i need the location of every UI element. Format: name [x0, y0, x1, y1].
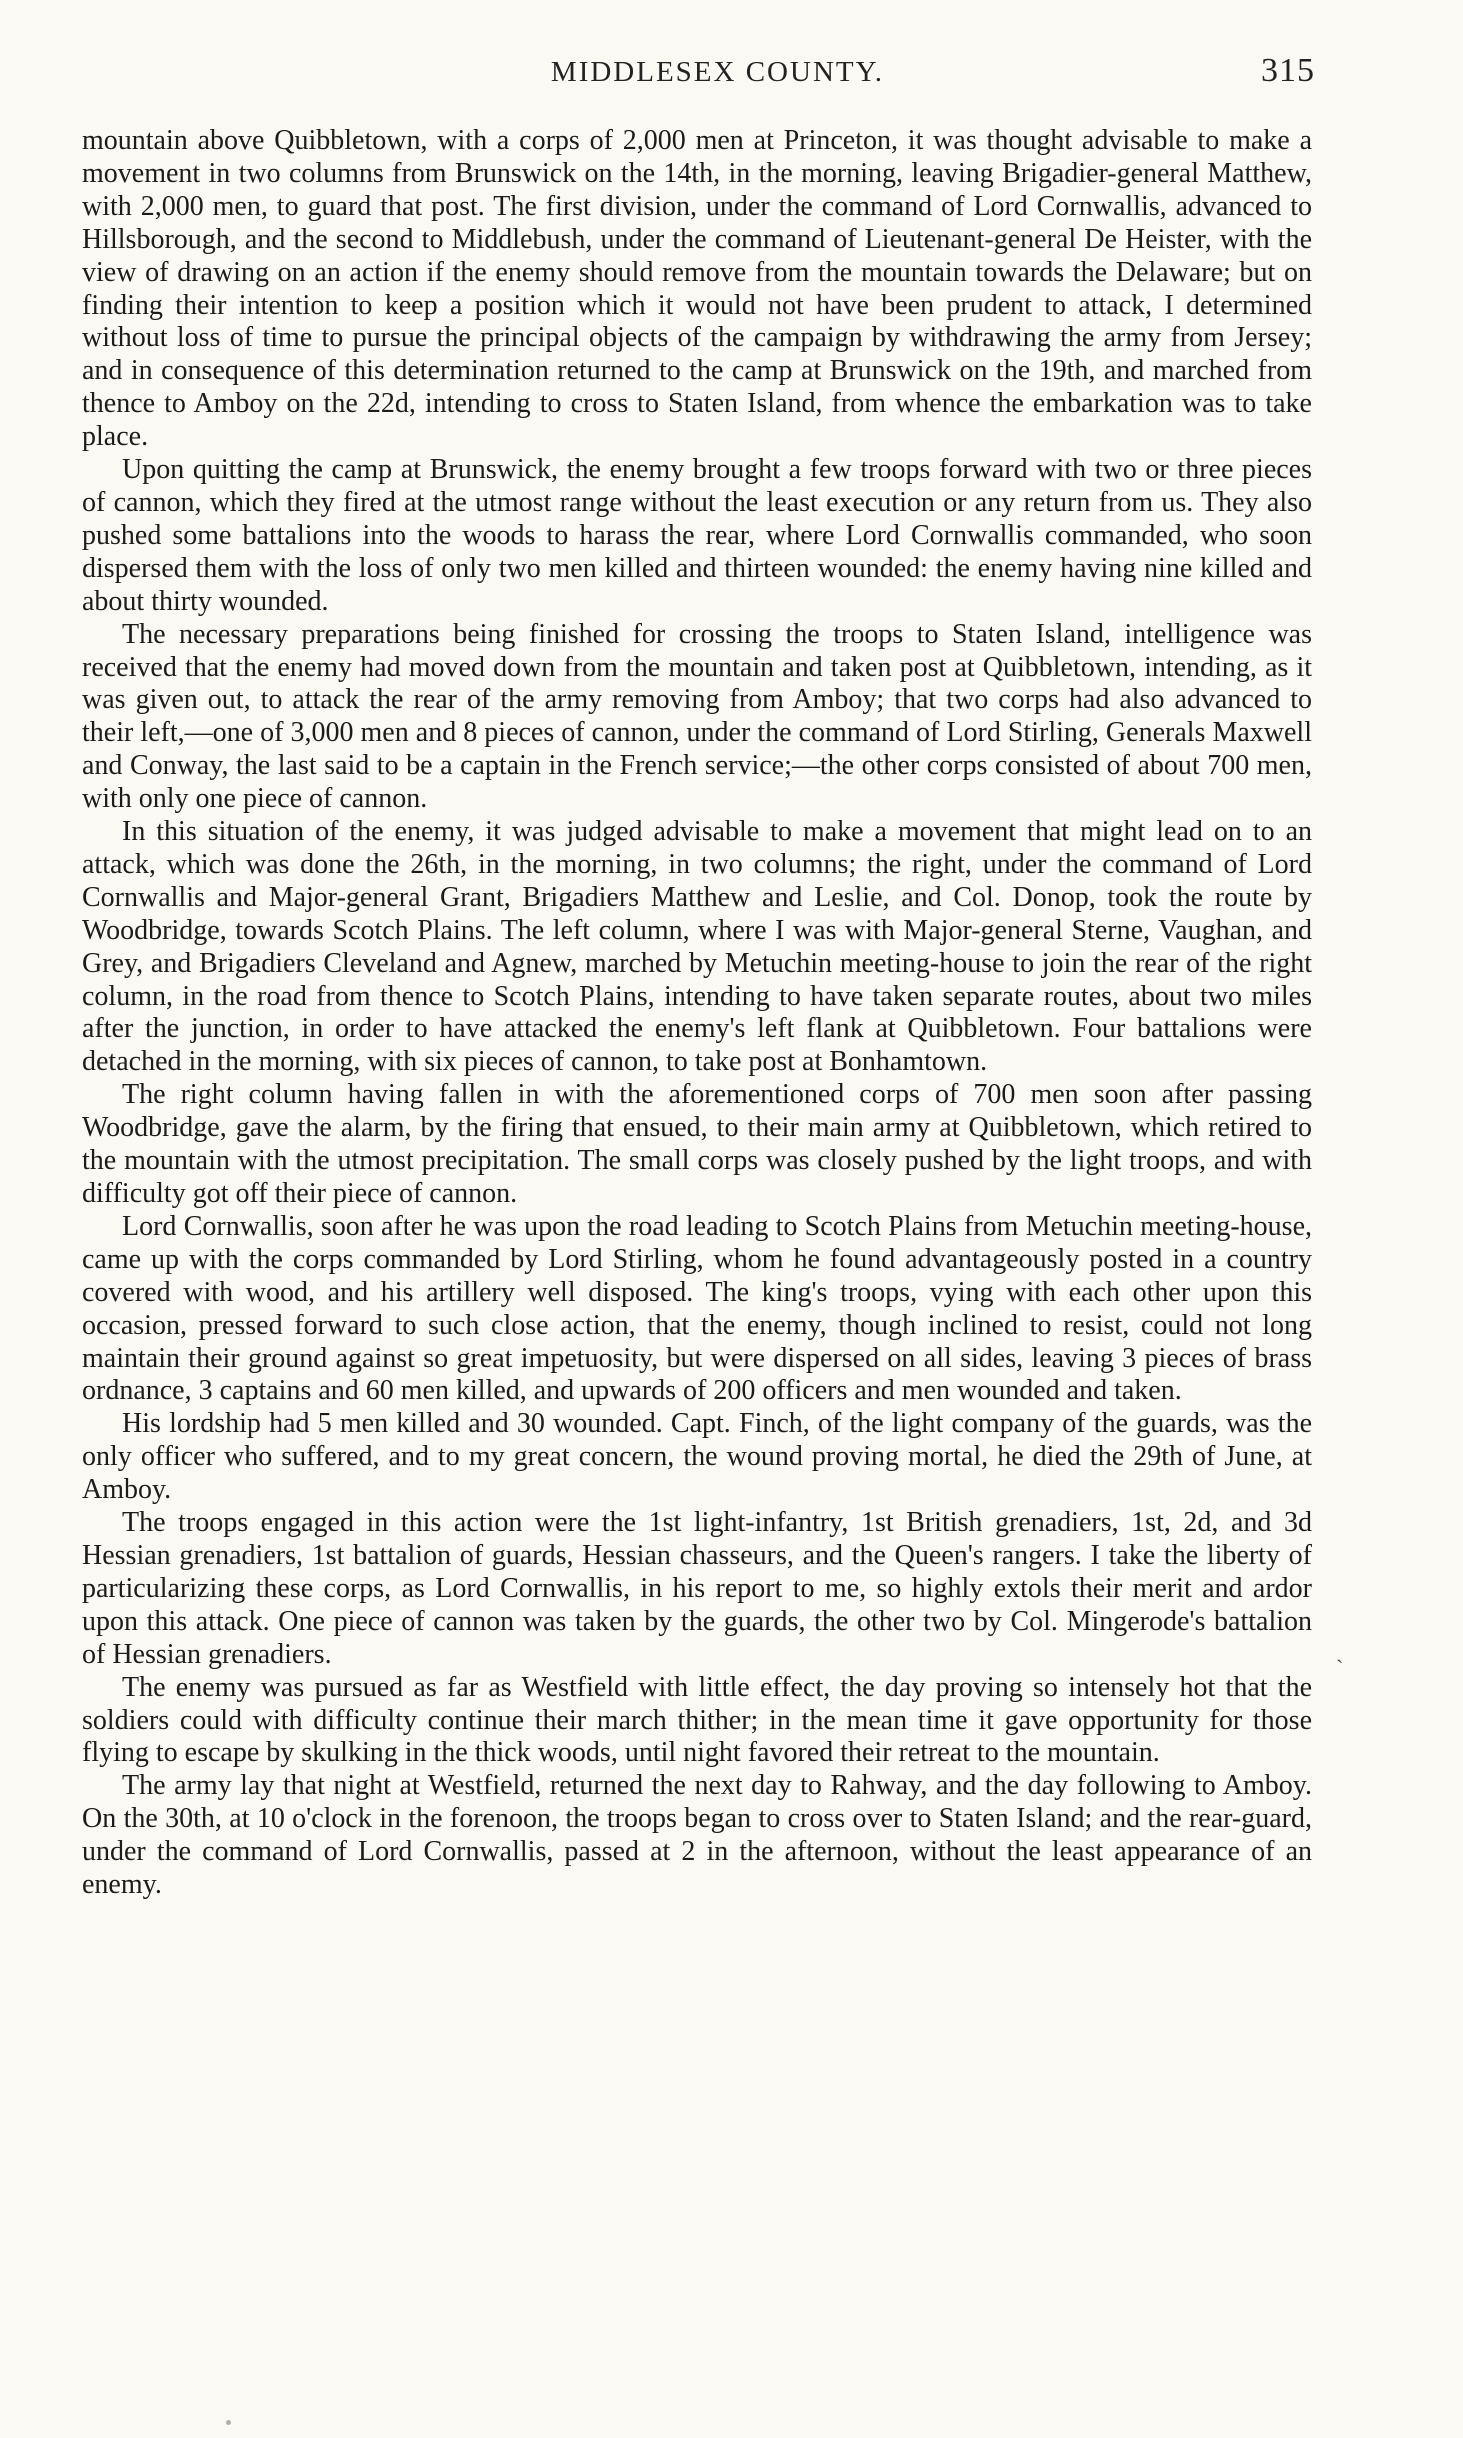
paragraph: The troops engaged in this action were the 1st light-infantry, 1st British grenadiers, 1st, 2d, and 3d Hessian grenadiers, 1st battalion of guards, Hessian chasseurs, and the Queen's rangers. I take the liberty of particularizing these corps, as Lord Cornwallis, in his report to me, so highly extols their merit and ardor upon this attack. One piece of cannon was taken by the guards, the other two by Col. Mingerode's battalion of Hessian grenadiers.: [82, 1507, 1312, 1670]
paragraph: His lordship had 5 men killed and 30 wounded. Capt. Finch, of the light company of the guards, was the only officer who suffered, and to my great concern, the wound proving mortal, he died the 29th of June, at Amboy.: [82, 1408, 1312, 1506]
paragraph: The enemy was pursued as far as Westfield with little effect, the day proving so intensely hot that the soldiers could with difficulty continue their march thither; in the mean time it gave opportunity for those flying to escape by skulking in the thick woods, until night favored their retreat to the mountain.: [82, 1671, 1312, 1769]
body-text: [82, 125, 1312, 1902]
paragraph: Upon quitting the camp at Brunswick, the enemy brought a few troops forward with two or three pieces of cannon, which they fired at the utmost range without the least execution or any return from us. They also pushed some battalions into the woods to harass the rear, where Lord Cornwallis commanded, who soon dispersed them with the loss of only two men killed and thirteen wounded: the enemy having nine killed and about thirty wounded.: [82, 454, 1312, 617]
running-title: MIDDLESEX COUNTY.: [550, 56, 885, 88]
paragraph: In this situation of the enemy, it was judged advisable to make a movement that might lead on to an attack, which was done the 26th, in the morning, in two columns; the right, under the command of Lord Cornwallis and Major-general Grant, Brigadiers Matthew and Leslie, and Col. Donop, took the route by Woodbridge, towards Scotch Plains. The left column, where I was with Major-general Sterne, Vaughan, and Grey, and Brigadiers Cleveland and Agnew, marched by Metuchin meeting-house to join the rear of the right column, in the road from thence to Scotch Plains, intending to have taken separate routes, about two miles after the junction, in order to have attacked the enemy's left flank at Quibbletown. Four battalions were detached in the morning, with six pieces of cannon, to take post at Bonhamtown.: [82, 816, 1312, 1078]
margin-tick-mark: `: [1336, 1655, 1344, 1680]
paper-speck: [226, 2420, 231, 2425]
page-number: 315: [1261, 52, 1315, 89]
paragraph: The army lay that night at Westfield, returned the next day to Rahway, and the day following to Amboy. On the 30th, at 10 o'clock in the forenoon, the troops began to cross over to Staten Island; and the rear-guard, under the command of Lord Cornwallis, passed at 2 in the afternoon, without the least appearance of an enemy.: [82, 1770, 1312, 1901]
running-head: [120, 52, 1315, 102]
paragraph: The necessary preparations being finished for crossing the troops to Staten Island, intelligence was received that the enemy had moved down from the mountain and taken post at Quibbletown, intending, as it was given out, to attack the rear of the army removing from Amboy; that two corps had also advanced to their left,—one of 3,000 men and 8 pieces of cannon, under the command of Lord Stirling, Generals Maxwell and Conway, the last said to be a captain in the French service;—the other corps consisted of about 700 men, with only one piece of cannon.: [82, 618, 1312, 815]
paragraph: Lord Cornwallis, soon after he was upon the road leading to Scotch Plains from Metuchin meeting-house, came up with the corps commanded by Lord Stirling, whom he found advantageously posted in a country covered with wood, and his artillery well disposed. The king's troops, vying with each other upon this occasion, pressed forward to such close action, that the enemy, though inclined to resist, could not long maintain their ground against so great impetuosity, but were dispersed on all sides, leaving 3 pieces of brass ordnance, 3 captains and 60 men killed, and upwards of 200 officers and men wounded and taken.: [82, 1210, 1312, 1407]
paragraph: mountain above Quibbletown, with a corps of 2,000 men at Princeton, it was thought advisable to make a movement in two columns from Brunswick on the 14th, in the morning, leaving Brigadier-general Matthew, with 2,000 men, to guard that post. The first division, under the command of Lord Cornwallis, advanced to Hillsborough, and the second to Middlebush, under the command of Lieutenant-general De Heister, with the view of drawing on an action if the enemy should remove from the mountain towards the Delaware; but on finding their intention to keep a position which it would not have been prudent to attack, I determined without loss of time to pursue the principal objects of the campaign by withdrawing the army from Jersey; and in consequence of this determination returned to the camp at Brunswick on the 19th, and marched from thence to Amboy on the 22d, intending to cross to Staten Island, from whence the embarkation was to take place.: [82, 125, 1312, 453]
paragraph: The right column having fallen in with the aforementioned corps of 700 men soon after passing Woodbridge, gave the alarm, by the firing that ensued, to their main army at Quibbletown, which retired to the mountain with the utmost precipitation. The small corps was closely pushed by the light troops, and with difficulty got off their piece of cannon.: [82, 1079, 1312, 1209]
